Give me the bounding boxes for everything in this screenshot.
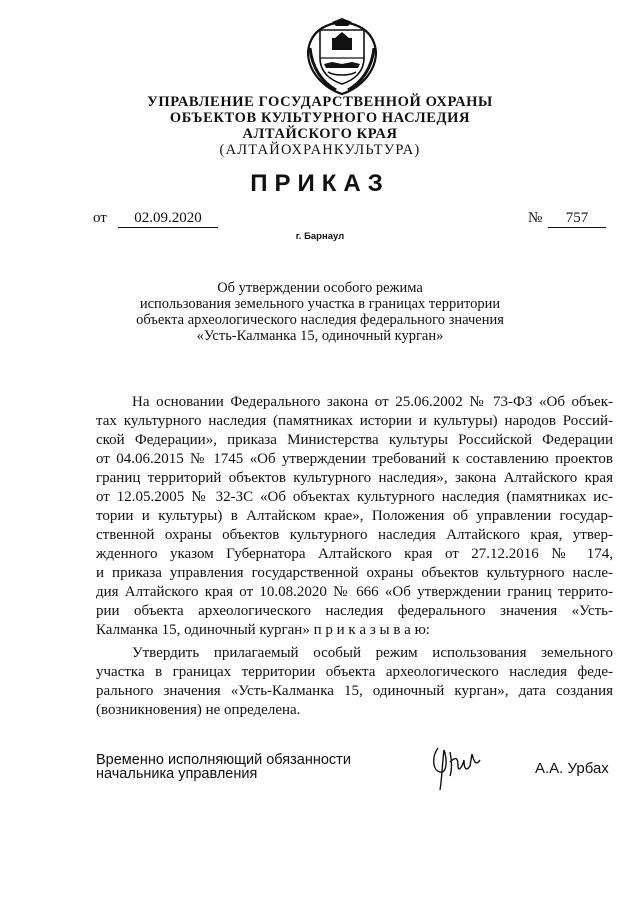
order-title-line: использования земельного участка в границах территории <box>139 296 501 312</box>
body-text-line: границ территорий объектов культурного наследия», закона Алтайского края <box>96 470 613 486</box>
signer-role-line-2: начальника управления <box>96 766 258 782</box>
document-type-heading: ПРИКАЗ <box>250 170 390 197</box>
body-text-line: тах культурного наследия (памятниках истории и культуры) народов Россий- <box>96 413 613 429</box>
city-label: г. Барнаул <box>295 231 345 242</box>
agency-name-line-2: ОБЪЕКТОВ КУЛЬТУРНОГО НАСЛЕДИЯ <box>169 110 471 126</box>
handwritten-signature-icon <box>428 742 486 792</box>
body-text-line: Утвердить прилагаемый особый режим использования земельного <box>132 645 613 661</box>
body-text-line: Калманка 15, одиночный курган» п р и к а з ы в а ю: <box>96 622 430 638</box>
number-label: № <box>528 210 543 226</box>
body-text-line: На основании Федерального закона от 25.06.2002 № 73-ФЗ «Об объек- <box>132 394 613 410</box>
body-text-line: ственной охраны объектов культурного наследия Алтайского края, утвер- <box>96 527 613 543</box>
agency-short-name: (АЛТАЙОХРАНКУЛЬТУРА) <box>219 142 421 158</box>
order-title-line: «Усть-Калманка 15, одиночный курган» <box>196 328 444 344</box>
order-title-line: объекта археологического наследия федерального значения <box>136 312 504 328</box>
document-date: 02.09.2020 <box>118 210 218 228</box>
body-text-line: рального значения «Усть-Калманка 15, одиночный курган», дата создания <box>96 683 613 699</box>
signer-role-line-1: Временно исполняющий обязанности <box>96 752 351 768</box>
coat-of-arms-icon <box>302 18 382 98</box>
body-text-line: (возникновения) не определена. <box>96 702 301 718</box>
body-text-line: тории и культуры) в Алтайском крае», Положения об управлении государ- <box>96 508 613 524</box>
agency-name-line-1: УПРАВЛЕНИЕ ГОСУДАРСТВЕННОЙ ОХРАНЫ <box>147 94 493 110</box>
document-number: 757 <box>548 210 606 228</box>
agency-name-line-3: АЛТАЙСКОГО КРАЯ <box>242 126 398 142</box>
body-text-line: и приказа управления государственной охраны объектов культурного насле- <box>96 565 613 581</box>
body-text-line: рии объекта археологического наследия федерального значения «Усть- <box>96 603 613 619</box>
body-text-line: от 12.05.2005 № 32-ЗС «Об объектах культурного наследия (памятниках ис- <box>96 489 613 505</box>
date-label: от <box>93 210 107 226</box>
body-text-line: ской Федерации», приказа Министерства культуры Российской Федерации <box>96 432 613 448</box>
body-text-line: участка в границах территории объекта археологического наследия феде- <box>96 664 613 680</box>
body-text-line: дия Алтайского края от 10.08.2020 № 666 «Об утверждении границ террито- <box>96 584 613 600</box>
body-text-line: от 04.06.2015 № 1745 «Об утверждении требований к составлению проектов <box>96 451 613 467</box>
order-title-line: Об утверждении особого режима <box>217 280 423 296</box>
body-text-line: жденного указом Губернатора Алтайского края от 27.12.2016 № 174, <box>96 546 613 562</box>
signer-name: А.А. Урбах <box>535 760 609 777</box>
